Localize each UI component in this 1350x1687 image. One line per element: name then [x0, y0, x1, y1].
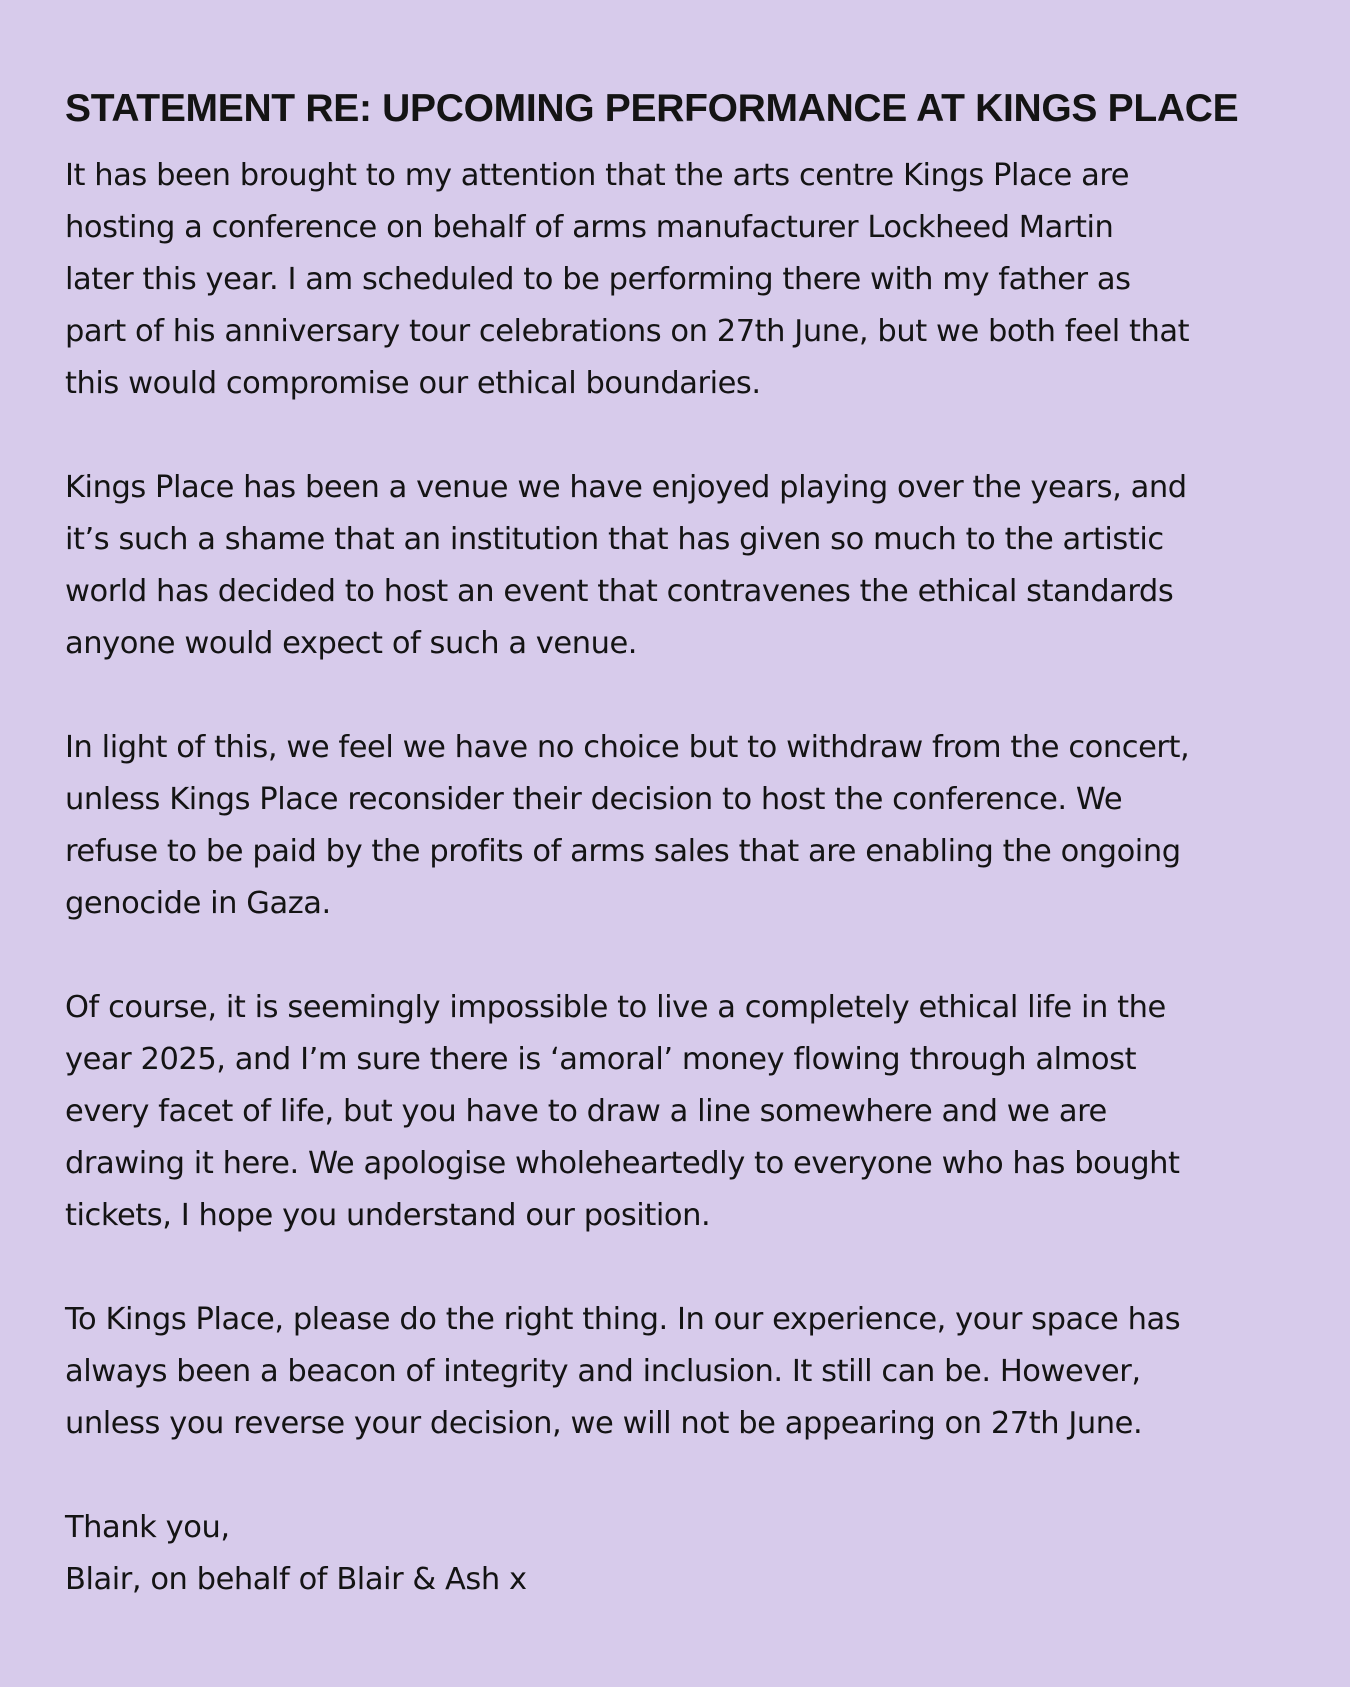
paragraph-line: this would compromise our ethical boundaries. [65, 366, 761, 401]
statement-document [65, 82, 1315, 1606]
paragraph-line: unless you reverse your decision, we will not be appearing on 27th June. [65, 1406, 1143, 1441]
paragraph-line: Kings Place has been a venue we have enjoyed playing over the years, and [65, 470, 1187, 505]
paragraph-line: To Kings Place, please do the right thing. In our experience, your space has [65, 1302, 1181, 1337]
paragraph-line: always been a beacon of integrity and inclusion. It still can be. However, [65, 1354, 1141, 1389]
signoff [65, 1502, 1315, 1606]
paragraph-venue [65, 462, 1315, 670]
paragraph-withdraw [65, 722, 1315, 930]
closing-text: Thank you, [65, 1510, 230, 1545]
paragraph-line: unless Kings Place reconsider their decision to host the conference. We [65, 782, 1123, 817]
paragraph-line: It has been brought to my attention that the arts centre Kings Place are [65, 158, 1130, 193]
paragraph-line: part of his anniversary tour celebrations on 27th June, but we both feel that [65, 314, 1190, 349]
paragraph-line: it’s such a shame that an institution that has given so much to the artistic [65, 522, 1164, 557]
paragraph-line: In light of this, we feel we have no choice but to withdraw from the concert, [65, 730, 1190, 765]
paragraph-line: anyone would expect of such a venue. [65, 626, 638, 661]
paragraph-line: refuse to be paid by the profits of arms sales that are enabling the ongoing [65, 834, 1181, 869]
paragraph-line: year 2025, and I’m sure there is ‘amoral’ money flowing through almost [65, 1042, 1137, 1077]
paragraph-line: world has decided to host an event that contravenes the ethical standards [65, 574, 1174, 609]
signature-text: Blair, on behalf of Blair & Ash x [65, 1562, 527, 1597]
paragraph-line: Of course, it is seemingly impossible to live a completely ethical life in the [65, 990, 1166, 1025]
statement-headline: STATEMENT RE: UPCOMING PERFORMANCE AT KINGS PLACE [65, 87, 1239, 130]
paragraph-ethics [65, 982, 1315, 1242]
paragraph-line: every facet of life, but you have to draw a line somewhere and we are [65, 1094, 1107, 1129]
paragraph-line: genocide in Gaza. [65, 886, 331, 921]
paragraph-line: hosting a conference on behalf of arms manufacturer Lockheed Martin [65, 210, 1114, 245]
paragraph-line: tickets, I hope you understand our position. [65, 1198, 711, 1233]
paragraph-line: drawing it here. We apologise wholeheartedly to everyone who has bought [65, 1146, 1180, 1181]
paragraph-line: later this year. I am scheduled to be performing there with my father as [65, 262, 1131, 297]
paragraph-appeal [65, 1294, 1315, 1450]
paragraph-attention [65, 150, 1315, 410]
